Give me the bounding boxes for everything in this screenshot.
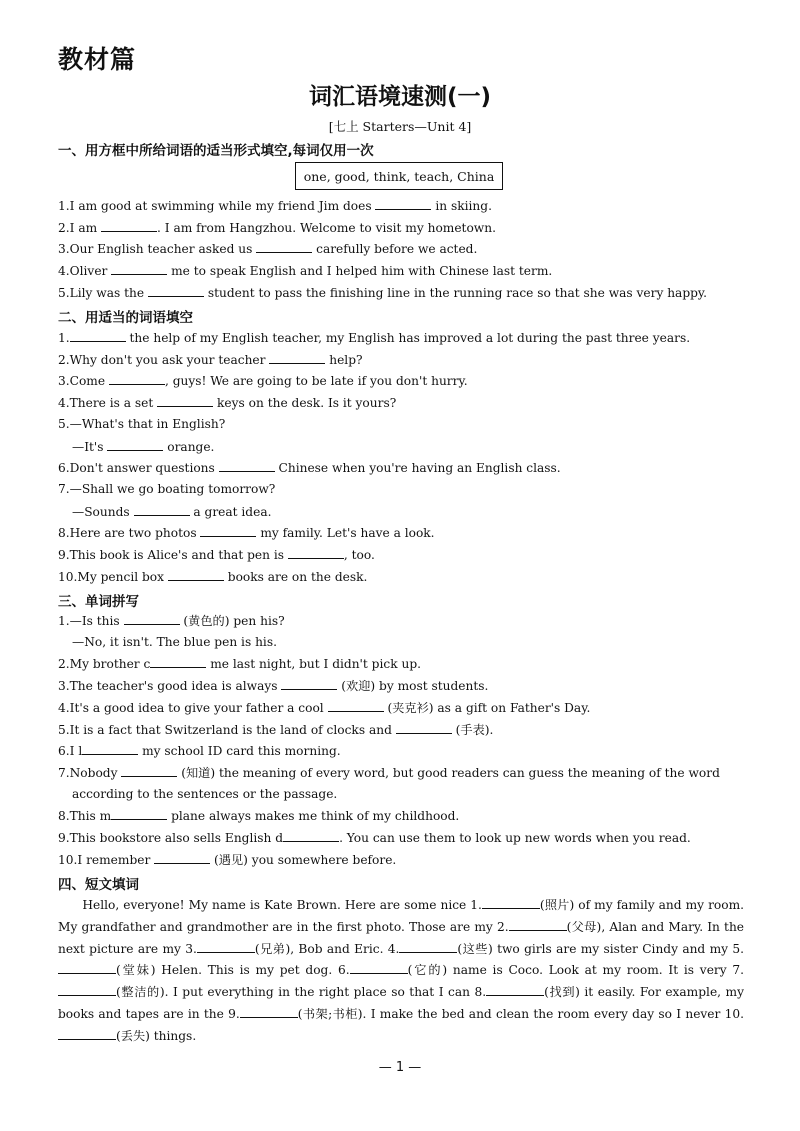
passage-text: it easily. For example, my books and tapes are in the 9. [58, 985, 744, 1021]
answer-blank[interactable] [111, 807, 167, 820]
question-text: —Is this [69, 614, 120, 628]
chinese-hint: (书架;书柜) [297, 1006, 363, 1021]
answer-blank[interactable] [111, 262, 167, 275]
answer-blank[interactable] [509, 918, 567, 931]
passage-text: things. [149, 1028, 197, 1043]
question-text: Here are two photos [69, 526, 197, 541]
chinese-hint: (父母) [566, 919, 602, 934]
question-line [58, 721, 744, 738]
question-text: This bookstore also sells English d [69, 831, 284, 845]
question-text: , guys! We are going to be late if you don't hurry. [164, 374, 468, 389]
question-text: my school ID card this morning. [142, 744, 341, 759]
question-text: My brother c [69, 657, 151, 672]
question-line [72, 786, 744, 802]
answer-blank[interactable] [197, 940, 255, 953]
passage-text: . I put everything in the right place so that I can 8. [164, 985, 487, 1000]
question-number: 5. [58, 722, 70, 737]
section-4-heading: 四、短文填词 [58, 877, 139, 893]
question-number: 6. [58, 461, 70, 476]
question-text: the help of my English teacher, my English has improved a lot during the past three years. [129, 331, 691, 345]
answer-blank[interactable] [396, 721, 452, 734]
question-number: 1. [58, 614, 70, 628]
section-1-heading: 一、用方框中所给词语的适当形式填空,每词仅用一次 [58, 143, 374, 159]
question-number: 4. [58, 396, 70, 411]
answer-blank[interactable] [157, 394, 213, 407]
question-line [58, 481, 744, 497]
question-text: help? [329, 352, 363, 367]
question-number: 1. [58, 331, 70, 345]
passage-text: Helen. This is my pet dog. 6. [155, 963, 350, 978]
question-text: —What's that in English? [69, 416, 226, 431]
chinese-hint: (兄弟) [254, 941, 291, 956]
question-text: Come [69, 374, 106, 389]
question-line [58, 394, 744, 411]
question-text: plane always makes me think of my childhood. [171, 809, 460, 824]
passage-text: two girls are my sister Cindy and my 5. [492, 941, 744, 956]
question-line [58, 459, 744, 476]
question-text: I remember [77, 852, 151, 867]
answer-blank[interactable] [269, 351, 325, 364]
question-text: It is a fact that Switzerland is the land of clocks and [69, 722, 392, 737]
question-text: Why don't you ask your teacher [69, 352, 266, 367]
question-number: 5. [58, 285, 70, 300]
question-number: 5. [58, 416, 70, 431]
question-text: I am [69, 220, 98, 235]
question-text: The teacher's good idea is always [69, 679, 278, 694]
answer-blank[interactable] [328, 699, 384, 712]
question-text: my family. Let's have a look. [260, 526, 435, 541]
passage-text: , Alan and Mary. In the next picture are my 3. [58, 919, 745, 956]
question-text: . You can use them to look up new words when you read. [339, 831, 691, 845]
question-line [58, 240, 744, 257]
chinese-hint: (丢失) [116, 1028, 150, 1043]
question-number: 2. [58, 352, 70, 367]
answer-blank[interactable] [486, 983, 544, 996]
question-line [58, 699, 744, 716]
question-text: It's a good idea to give your father a cool [69, 700, 324, 715]
answer-blank[interactable] [109, 372, 165, 385]
question-text: . I am from Hangzhou. Welcome to visit my hometown. [157, 220, 496, 235]
unit-range: [七上 Starters—Unit 4] [328, 119, 472, 134]
answer-blank[interactable] [58, 1027, 116, 1040]
question-number: 9. [58, 548, 70, 562]
page-title: 词汇语境速测(一) [308, 84, 492, 110]
question-text: (黄色的) pen his? [183, 614, 285, 628]
question-number: 10. [58, 852, 78, 867]
passage-text: Hello, everyone! My name is Kate Brown. Here are some nice 1. [82, 898, 482, 912]
question-number: 4. [58, 700, 70, 715]
question-number: 4. [58, 264, 70, 279]
question-number: 10. [58, 569, 78, 584]
question-text: (夹克衫) as a gift on Father's Day. [387, 700, 591, 715]
question-text: according to the sentences or the passage. [72, 786, 338, 801]
question-text: —It's [72, 439, 104, 454]
question-text: (遇见) you somewhere before. [214, 852, 397, 867]
question-text: keys on the desk. Is it yours? [217, 396, 397, 411]
chinese-hint: (堂妹) [116, 963, 156, 978]
answer-blank[interactable] [148, 284, 204, 297]
answer-blank[interactable] [288, 546, 344, 559]
question-line [58, 219, 744, 236]
passage-text: of my family and my room. My grandfather and grandmother are in the first photo. Those are my 2. [58, 898, 744, 934]
question-line [58, 372, 744, 389]
answer-blank[interactable] [121, 764, 177, 777]
answer-blank[interactable] [124, 612, 180, 625]
question-text: Lily was the [69, 285, 145, 300]
question-text: a great idea. [193, 504, 272, 519]
question-text: carefully before we acted. [316, 242, 478, 257]
question-number: 8. [58, 526, 70, 541]
question-line [72, 634, 744, 650]
question-number: 2. [58, 220, 70, 235]
question-line [58, 416, 744, 432]
question-text: I l [69, 744, 83, 759]
question-text: My pencil box [77, 569, 165, 584]
question-text: Our English teacher asked us [69, 242, 253, 257]
section-2-heading: 二、用适当的词语填空 [58, 310, 193, 326]
question-line [58, 262, 744, 279]
question-line [72, 438, 744, 455]
question-number: 9. [58, 831, 70, 845]
answer-blank[interactable] [219, 459, 275, 472]
question-number: 2. [58, 657, 70, 672]
answer-blank[interactable] [399, 940, 457, 953]
question-text: Don't answer questions [69, 461, 215, 476]
question-text: Chinese when you're having an English class. [278, 461, 561, 476]
answer-blank[interactable] [281, 677, 337, 690]
cloze-passage [58, 895, 744, 1048]
question-text: This book is Alice's and that pen is [69, 548, 284, 562]
answer-blank[interactable] [154, 851, 210, 864]
question-text: books are on the desk. [227, 569, 368, 584]
question-line [72, 503, 744, 520]
answer-blank[interactable] [58, 961, 116, 974]
question-line [58, 329, 744, 346]
answer-blank[interactable] [283, 829, 339, 842]
chinese-hint: (它的) [407, 963, 448, 978]
passage-text: . I make the bed and clean the room every day so I never 10. [362, 1006, 745, 1021]
question-text: I am good at swimming while my friend Jim does [69, 199, 372, 213]
word-box: one, good, think, teach, China [295, 162, 503, 190]
answer-blank[interactable] [107, 438, 163, 451]
question-number: 3. [58, 374, 70, 389]
answer-blank[interactable] [58, 983, 116, 996]
question-line [58, 677, 744, 694]
question-text: student to pass the finishing line in the running race so that she was very happy. [207, 285, 708, 300]
question-line [58, 284, 744, 301]
passage-text: , Bob and Eric. 4. [290, 941, 400, 956]
question-number: 1. [58, 199, 70, 213]
question-number: 7. [58, 765, 70, 780]
question-text: Oliver [69, 264, 108, 279]
answer-blank[interactable] [375, 197, 431, 210]
chinese-hint: (照片) [539, 898, 575, 912]
book-section-title: 教材篇 [58, 45, 137, 74]
question-text: —Shall we go boating tomorrow? [69, 481, 276, 496]
question-number: 3. [58, 242, 70, 257]
question-text: (手表). [455, 722, 494, 737]
question-text: (知道) the meaning of every word, but good readers can guess the meaning of the word [181, 765, 720, 780]
question-text: There is a set [69, 396, 154, 411]
answer-blank[interactable] [200, 524, 256, 537]
question-text: —No, it isn't. The blue pen is his. [72, 634, 277, 649]
page-number: — 1 — [378, 1060, 422, 1075]
question-line [58, 829, 744, 846]
chinese-hint: (找到) [544, 985, 580, 1000]
question-text: me last night, but I didn't pick up. [210, 657, 421, 672]
question-line [58, 851, 744, 868]
question-text: in skiing. [435, 199, 492, 213]
question-text: Nobody [69, 765, 118, 780]
question-line [58, 351, 744, 368]
passage-text: name is Coco. Look at my room. It is very 7. [447, 963, 745, 978]
question-number: 7. [58, 481, 70, 496]
question-line [58, 742, 744, 759]
chinese-hint: (整洁的) [116, 985, 165, 1000]
question-text: me to speak English and I helped him with Chinese last term. [171, 264, 553, 279]
question-text: , too. [343, 548, 375, 562]
question-number: 6. [58, 744, 70, 759]
chinese-hint: (这些) [457, 941, 493, 956]
answer-blank[interactable] [101, 219, 157, 232]
question-number: 8. [58, 809, 70, 824]
question-text: This m [69, 809, 112, 824]
answer-blank[interactable] [350, 961, 408, 974]
section-3-heading: 三、单词拼写 [58, 594, 139, 610]
question-line [58, 612, 744, 629]
answer-blank[interactable] [240, 1005, 298, 1018]
question-line [58, 546, 744, 563]
answer-blank[interactable] [482, 896, 540, 909]
question-text: —Sounds [72, 504, 130, 519]
answer-blank[interactable] [150, 655, 206, 668]
question-line [58, 807, 744, 824]
question-line [58, 568, 744, 585]
question-text: orange. [167, 439, 215, 454]
answer-blank[interactable] [70, 329, 126, 342]
question-line [58, 764, 744, 781]
answer-blank[interactable] [134, 503, 190, 516]
question-line [58, 197, 744, 214]
answer-blank[interactable] [168, 568, 224, 581]
question-line [58, 655, 744, 672]
question-line [58, 524, 744, 541]
answer-blank[interactable] [82, 742, 138, 755]
question-text: (欢迎) by most students. [341, 679, 489, 694]
answer-blank[interactable] [256, 240, 312, 253]
question-number: 3. [58, 679, 70, 694]
